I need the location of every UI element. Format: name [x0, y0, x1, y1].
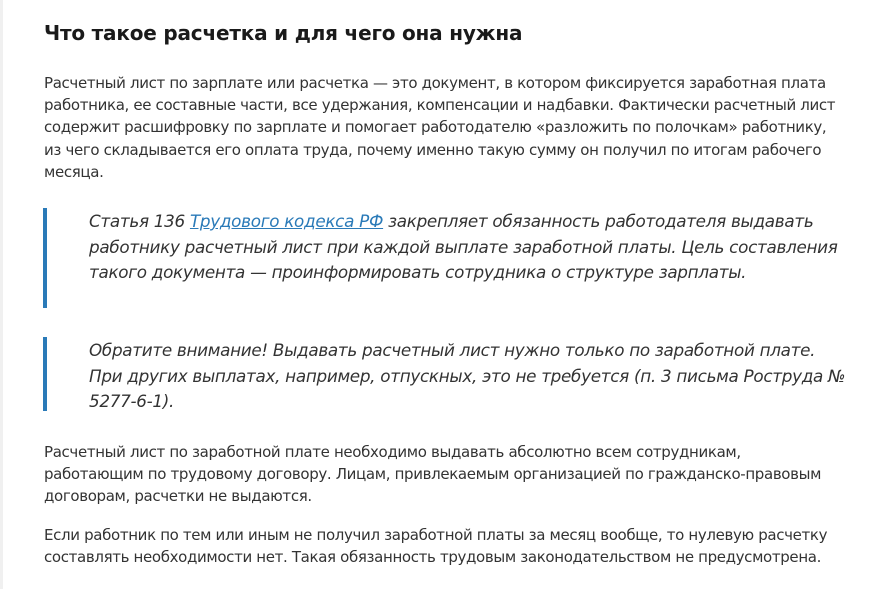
article-title: Что такое расчетка и для чего она нужна — [44, 21, 523, 45]
blockquote-law-text — [89, 208, 853, 286]
labor-code-link[interactable]: Трудового кодекса РФ — [189, 211, 384, 231]
intro-paragraph: Расчетный лист по зарплате или расчетка — это документ, в котором фиксируется заработная плата работника, ее составные части, все удержания, компенсации и надбавки. Фактически расчетный лист содержит расшифровку по зарплате и помогает работодателю «разложить по полочкам» работнику, из чего складывается его оплата труда, почему именно такую сумму он получил по итогам рабочего месяца. — [44, 74, 836, 181]
blockquote-notice-text: Обратите внимание! Выдавать расчетный лист нужно только по заработной плате. При других выплатах, например, отпускных, это не требуется (п. 3 письма Роструда № 5277-6-1). — [89, 340, 846, 412]
quote-text-start: Статья 136 — [89, 211, 190, 231]
body-paragraph-zero-payslip: Если работник по тем или иным не получил заработной платы за месяц вообще, то нулевую расчетку составлять необходимости нет. Такая обязанность трудовым законодательством не предусмотрена. — [44, 526, 828, 567]
blockquote-notice — [43, 337, 853, 411]
article-page — [3, 0, 887, 589]
quote-text-end: закрепляет обязанность работодателя выдавать работнику расчетный лист при каждой выплате заработной платы. Цель составления такого документа — проинформировать сотрудника о структуре зарплаты. — [89, 211, 838, 283]
body-paragraph-employees: Расчетный лист по заработной плате необходимо выдавать абсолютно всем сотрудникам, работающим по трудовому договору. Лицам, привлекаемым организацией по гражданско-правовым договорам, расчетки не выдаются. — [44, 443, 822, 506]
blockquote-law — [43, 208, 853, 308]
